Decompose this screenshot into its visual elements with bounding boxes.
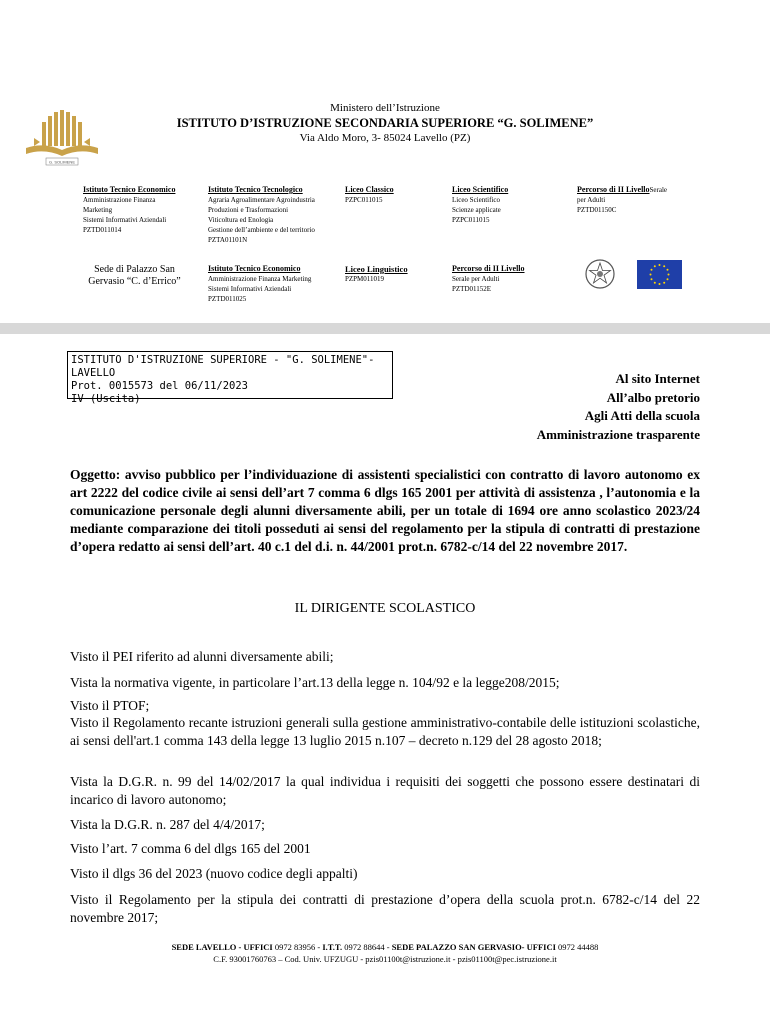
institute-name: ISTITUTO D’ISTRUZIONE SECONDARIA SUPERIORE “G. SOLIMENE” [176,116,594,130]
recipient: All’albo pretorio [606,389,700,405]
school-logo [20,108,104,170]
paragraph: Visto il PTOF; [70,698,150,713]
paragraph: Visto l’art. 7 comma 6 del dlgs 165 del 2001 [70,841,311,856]
recipients [537,370,700,444]
school-percorso-2: Percorso di II Livello Serale per Adulti PZTD01152E [452,264,525,293]
recipient: Agli Atti della scuola [584,408,700,423]
italian-emblem-icon [584,258,616,290]
school-tecnico-tecnologico: Istituto Tecnico Tecnologico Agraria Agroalimentare Agroindustria Produzioni e Trasformazioni Viticoltura ed Enologia Gestione dell’ambiente e del territorio PZTA01101N [208,185,315,244]
institute-address: Via Aldo Moro, 3- 85024 Lavello (PZ) [299,132,471,144]
school-liceo-linguistico: Liceo Linguistico PZPM011019 [345,264,408,283]
subject: Oggetto: avviso pubblico per l’individuazione di assistenti specialistici con contratto di lavoro autonomo ex art 2222 del codice civile ai sensi dell’art 7 comma 6 dlgs 165 2001 per attività di assistenza , l’autonomia e la comunicazione personale degli alunni diversamente abili, per un totale di 1694 ore anno scolastico 2023/24 mediante comparazione dei titoli posseduti ai sensi del regolamento per la stipula di contratti di prestazione d’opera redatto ai sensi dell’art. 40 c.1 del d.i. n. 44/2001 prot.n. 6782-c/14 del 22 novembre 2017. [70,467,700,554]
sede-palazzo: Sede di Palazzo San Gervasio “C. d’Errico” [88,264,181,287]
stamp-line3: IV (Uscita) [71,393,141,405]
stamp-line2: Prot. 0015573 del 06/11/2023 [71,380,249,392]
recipient: Amministrazione trasparente [536,426,700,442]
paragraph: Visto il Regolamento per la stipula dei contratti di prestazione d’opera della scuola prot.n. 6782-c/14 del 22 novembre 2017; [70,892,700,925]
school-percorso-serale: Percorso di II LivelloSerale per Adulti PZTD01150C [577,185,668,214]
paragraph: Vista la normativa vigente, in particolare l’art.13 della legge n. 104/92 e la legge208/2015; [70,675,560,690]
school-tecnico-economico: Istituto Tecnico Economico Amministrazione Finanza Marketing Sistemi Informativi Aziendali PZTD011014 [83,185,176,234]
footer-line1: SEDE LAVELLO - UFFICI 0972 83956 - I.T.T. 0972 88644 - SEDE PALAZZO SAN GERVASIO- UFFICI 0972 44488 [171,942,599,952]
school-tecnico-economico-2: Istituto Tecnico Economico Amministrazione Finanza Marketing Sistemi Informativi Aziendali PZTD011025 [208,264,312,303]
eu-flag-icon [637,260,682,289]
svg-text:G. SOLIMENE: G. SOLIMENE [48,159,76,165]
footer-line2: C.F. 93001760763 – Cod. Univ. UFZUGU - pzis01100t@istruzione.it - pzis01100t@pec.istruzione.it [213,954,557,964]
school-liceo-classico: Liceo Classico PZPC011015 [345,185,394,204]
school-liceo-scientifico: Liceo Scientifico Liceo Scientifico Scienze applicate PZPC011015 [452,185,509,224]
recipient: Al sito Internet [615,371,700,386]
header-separator [0,323,770,334]
stamp-line1: ISTITUTO D'ISTRUZIONE SUPERIORE - "G. SOLIMENE"-LAVELLO [71,354,375,379]
paragraph: Vista la D.G.R. n. 287 del 4/4/2017; [70,817,265,832]
ministry: Ministero dell’Istruzione [330,102,440,114]
paragraph: Visto il PEI riferito ad alunni diversamente abili; [70,649,334,664]
protocol-stamp [67,351,393,405]
paragraph: Visto il Regolamento recante istruzioni generali sulla gestione amministrativo-contabile delle istituzioni scolastiche, ai sensi dell'art.1 comma 143 della legge 13 luglio 2015 n.107 – decreto n.129 del 28 agosto 2018; [70,715,700,748]
dirigente-heading: IL DIRIGENTE SCOLASTICO [294,601,476,616]
paragraph: Vista la D.G.R. n. 99 del 14/02/2017 la qual individua i requisiti dei soggetti che possono essere destinatari di incarico di lavoro autonomo; [70,774,700,807]
paragraph: Visto il dlgs 36 del 2023 (nuovo codice degli appalti) [70,866,358,881]
